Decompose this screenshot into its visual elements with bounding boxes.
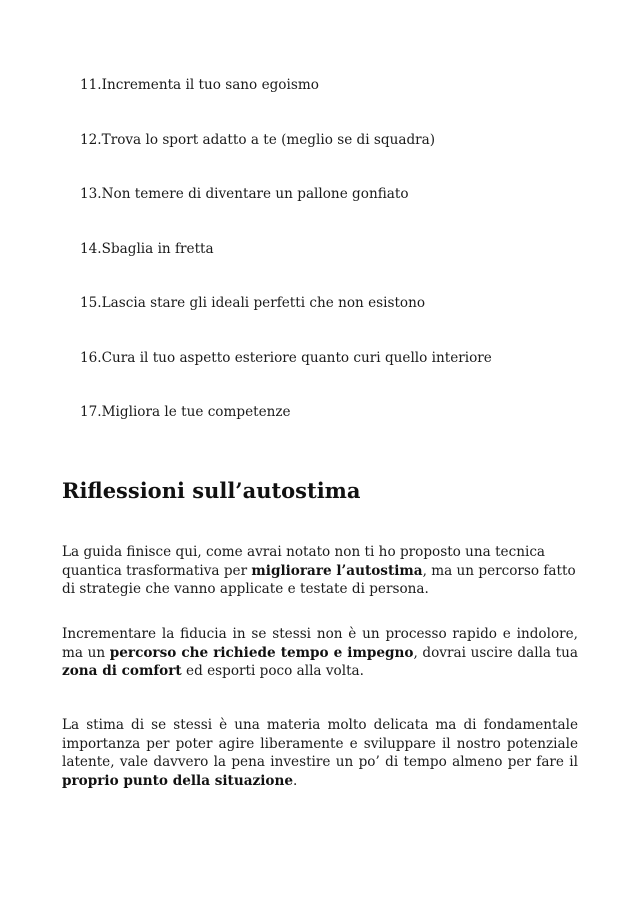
list-item-text: Incrementa il tuo sano egoismo bbox=[101, 77, 319, 93]
list-item-number: 14. bbox=[80, 240, 102, 257]
list-item-text: Sbaglia in fretta bbox=[101, 240, 214, 257]
list-item-number: 13. bbox=[80, 186, 102, 202]
list-item-text: Lascia stare gli ideali perfetti che non esistono bbox=[101, 295, 426, 311]
list-item-number: 16. bbox=[80, 349, 102, 366]
list-item-number: 15. bbox=[80, 295, 102, 311]
list-item bbox=[80, 185, 492, 240]
paragraph-text: ed esporti poco alla volta. bbox=[181, 663, 364, 679]
list-item bbox=[80, 294, 492, 349]
paragraph-text: Incrementare la fiducia in se stessi non è un processo rapido e indolore, ma un bbox=[62, 626, 578, 661]
list-item-text: Non temere di diventare un pallone gonfiato bbox=[101, 186, 409, 202]
list-item bbox=[80, 131, 492, 186]
paragraph-text: La stima di se stessi è una materia molto delicata ma di fondamentale importanza per poter agire liberamente e sviluppare il nostro potenziale latente, vale davvero la pena investire un po’ di tempo almeno per fare il bbox=[62, 717, 578, 770]
bold-phrase: zona di comfort bbox=[62, 663, 182, 679]
bold-phrase: migliorare l’autostima bbox=[251, 562, 423, 579]
list-item-text: Cura il tuo aspetto esteriore quanto curi quello interiore bbox=[101, 349, 492, 366]
list-item-text: Trova lo sport adatto a te (meglio se di squadra) bbox=[101, 131, 436, 148]
list-item bbox=[80, 76, 492, 131]
list-item bbox=[80, 403, 492, 458]
paragraph-text: , dovrai uscire dalla tua bbox=[413, 644, 578, 661]
list-item-number: 17. bbox=[80, 404, 102, 420]
paragraph-confidence bbox=[62, 625, 578, 681]
bold-phrase: proprio punto della situazione bbox=[62, 772, 294, 789]
list-item-number: 12. bbox=[80, 131, 102, 148]
list-item bbox=[80, 349, 492, 404]
paragraph-guide-ending bbox=[62, 543, 578, 599]
paragraph-self-esteem bbox=[62, 716, 578, 790]
numbered-tips-list bbox=[80, 76, 492, 458]
paragraph-text: . bbox=[293, 772, 298, 789]
paragraph-text: , ma un percorso fatto di strategie che vanno applicate e testate di persona. bbox=[62, 562, 576, 597]
list-item-number: 11. bbox=[80, 77, 102, 93]
paragraph-text: La guida finisce qui, come avrai notato non ti ho proposto una tecnica quantica trasformativa per bbox=[62, 544, 546, 579]
bold-phrase: percorso che richiede tempo e impegno bbox=[109, 644, 414, 661]
section-title: Riflessioni sull’autostima bbox=[62, 478, 361, 503]
list-item bbox=[80, 240, 492, 295]
list-item-text: Migliora le tue competenze bbox=[101, 404, 291, 420]
